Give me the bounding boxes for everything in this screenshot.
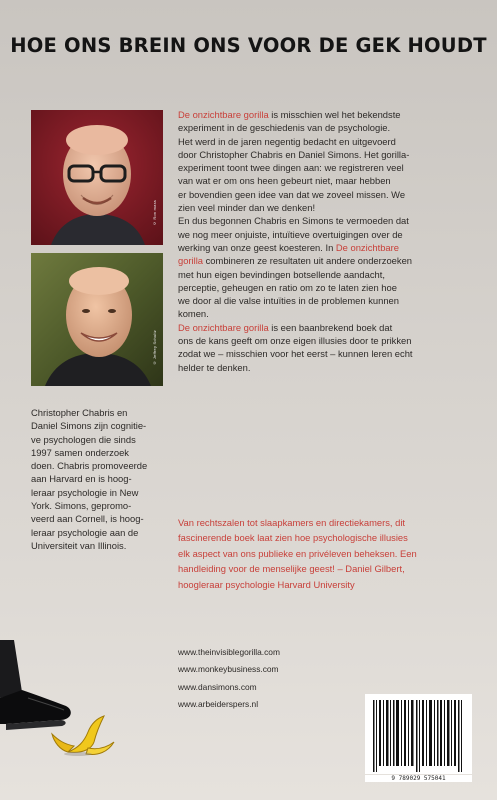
bio-line: leraar psychologie in New bbox=[31, 486, 139, 498]
barcode bbox=[365, 694, 472, 774]
website-links bbox=[178, 644, 378, 714]
blurb-line: we door al die valse intuïties in de problemen kunnen bbox=[178, 295, 399, 307]
blurb-paragraph-1 bbox=[178, 108, 468, 214]
author-photo-chabris bbox=[31, 110, 163, 245]
bio-line: Universiteit van Illinois. bbox=[31, 539, 127, 551]
blurb-line: helder te denken. bbox=[178, 361, 251, 373]
blurb-line: zodat we – misschien voor het eerst – kunnen leren echt bbox=[178, 348, 413, 360]
blurb-line: komen. bbox=[178, 308, 209, 320]
barcode-number: 9 789029 575041 bbox=[365, 775, 472, 782]
bio-line: doen. Chabris promoveerde bbox=[31, 460, 148, 472]
blurb-line: er bovendien geen idee van dat we zoveel missen. We bbox=[178, 188, 406, 200]
barcode-bars-icon bbox=[365, 694, 472, 774]
photo-credit-bottom: © Jeffrey Schultz bbox=[152, 330, 157, 366]
banana-peel-icon bbox=[48, 712, 118, 757]
author-bio bbox=[31, 406, 169, 552]
bio-line: Daniel Simons zijn cognitie- bbox=[31, 420, 147, 432]
author-photo-simons bbox=[31, 253, 163, 386]
book-headline: HOE ONS BREIN ONS VOOR DE GEK HOUDT bbox=[10, 34, 487, 57]
book-title-mention: gorilla bbox=[178, 255, 204, 267]
blurb-line: Het werd in de jaren negentig bedacht en uitgevoerd bbox=[178, 135, 396, 147]
blurb-paragraph-3 bbox=[178, 321, 468, 374]
link-arbeiderspers[interactable]: www.arbeiderspers.nl bbox=[178, 699, 259, 710]
quote-line: hoogleraar psychologie Harvard University bbox=[178, 578, 355, 590]
blurb-line: we nog meer onjuiste, intuïtieve overtuigingen over de bbox=[178, 228, 403, 240]
book-title-mention: De onzichtbare gorilla bbox=[178, 321, 269, 333]
review-quote bbox=[178, 515, 468, 592]
quote-line: handleiding voor de menselijke geest! – Daniel Gilbert, bbox=[178, 563, 405, 575]
quote-line: Van rechtszalen tot slaapkamers en directiekamers, dit bbox=[178, 517, 406, 528]
bio-line: York. Simons, gepromo- bbox=[31, 500, 132, 512]
quote-line: elk aspect van ons publieke en privéleven beheksen. Een bbox=[178, 547, 417, 559]
bio-line: ve psychologen die sinds bbox=[31, 433, 136, 445]
link-monkey-business[interactable]: www.monkeybusiness.com bbox=[178, 664, 279, 675]
quote-line: fascinerende boek laat zien hoe psychologische illusies bbox=[178, 532, 408, 544]
blurb-line: van wat er om ons heen gebeurt niet, maar hebben bbox=[178, 175, 391, 187]
blurb-line: experiment toont twee dingen aan: we registreren veel bbox=[178, 162, 404, 174]
bio-line: aan Harvard en is hoog- bbox=[31, 473, 132, 485]
link-dansimons[interactable]: www.dansimons.com bbox=[178, 681, 257, 692]
blurb-line: experiment in de geschiedenis van de psychologie. bbox=[178, 122, 391, 134]
blurb-paragraph-2 bbox=[178, 214, 468, 320]
bio-line: Christopher Chabris en bbox=[31, 407, 128, 418]
photo-credit-top: © Ron mass bbox=[152, 200, 157, 227]
blurb-line: is misschien wel het bekendste bbox=[268, 109, 401, 120]
blurb-line: perceptie, geheugen en ratio om zo te laten zien hoe bbox=[178, 281, 397, 293]
blurb-line: met hun eigen bevindingen botsellende aandacht, bbox=[178, 268, 385, 280]
book-title-mention: De onzichtbare bbox=[335, 241, 399, 253]
blurb-line: combineren ze resultaten uit andere onderzoeken bbox=[203, 255, 413, 267]
blurb-line: zien veel minder dan we denken! bbox=[178, 202, 316, 214]
blurb-line: door Christopher Chabris en Daniel Simons. Het gorilla- bbox=[178, 148, 410, 160]
book-title-mention: De onzichtbare gorilla bbox=[178, 109, 269, 120]
bio-line: leraar psychologie aan de bbox=[31, 526, 139, 538]
blurb-line: En dus begonnen Chabris en Simons te vermoeden dat bbox=[178, 215, 409, 227]
blurb-text bbox=[178, 108, 468, 374]
blurb-line: ons de kans geeft om onze eigen illusies door te prikken bbox=[178, 335, 412, 347]
blurb-line: werking van onze geest koesteren. In bbox=[178, 241, 336, 253]
link-invisible-gorilla[interactable]: www.theinvisiblegorilla.com bbox=[178, 647, 280, 657]
bio-line: 1997 samen onderzoek bbox=[31, 446, 129, 458]
bio-line: veerd aan Cornell, is hoog- bbox=[31, 513, 144, 525]
blurb-line: is een baanbrekend boek dat bbox=[268, 321, 393, 333]
